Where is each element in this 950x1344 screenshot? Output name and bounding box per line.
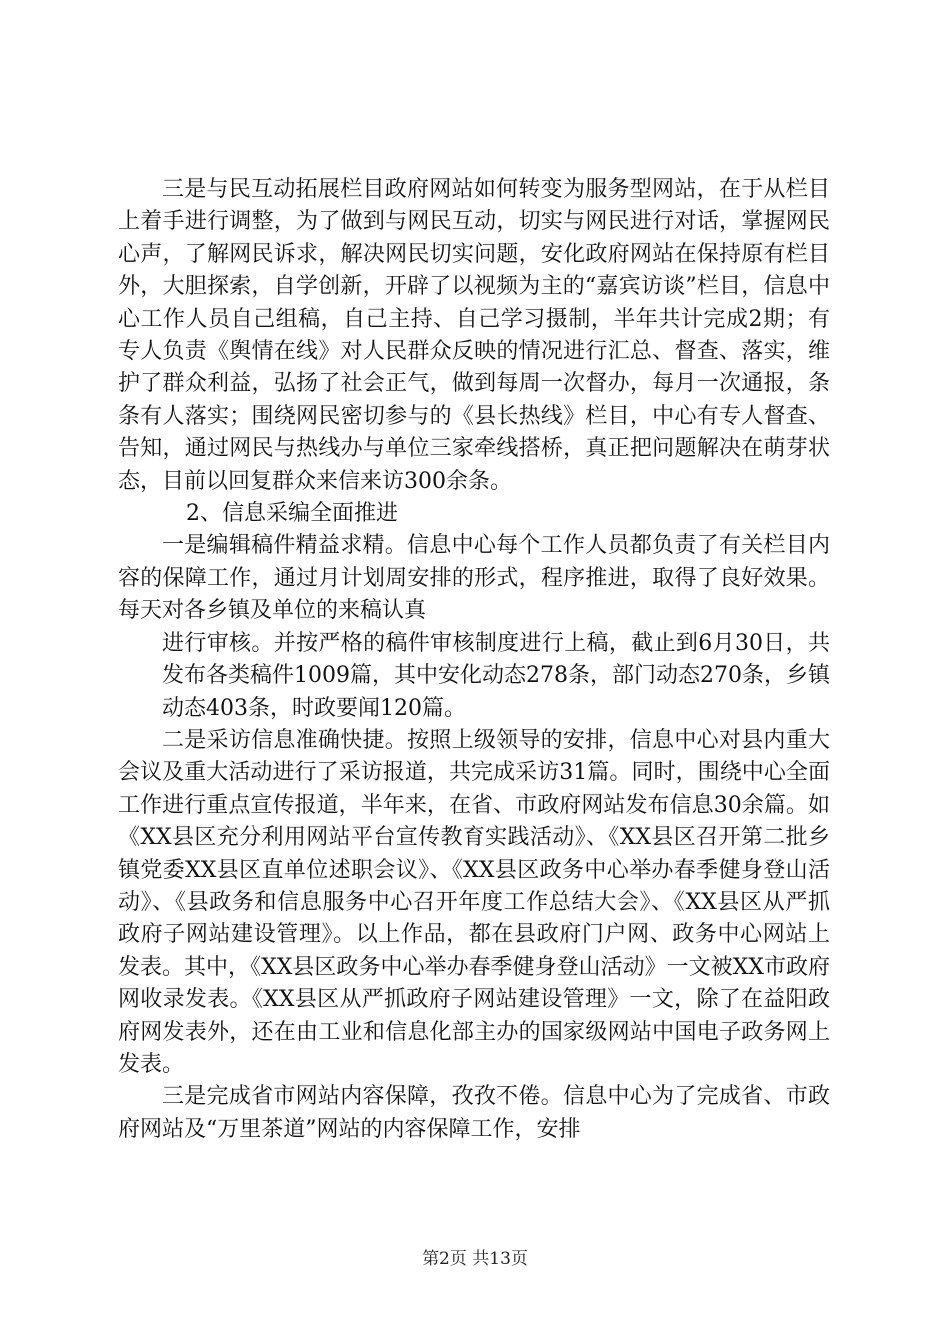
page-indicator: 第2页 共13页 bbox=[422, 1249, 528, 1269]
paragraph-editing-manuscripts-continued: 进行审核。并按严格的稿件审核制度进行上稿，截止到6月30日，共发布各类稿件1009篇，其中安化动态278条，部门动态270条，乡镇动态403条，时政要闻120篇。 bbox=[162, 630, 830, 721]
paragraph-interview-info: 二是采访信息准确快捷。按照上级领导的安排，信息中心对县内重大会议及重大活动进行了采访报道，共完成采访31篇。同时，围绕中心全面工作进行重点宣传报道，半年来，在省、市政府网站发布信息30余篇。如《XX县区充分利用网站平台宣传教育实践活动》、《XX县区召开第二批乡镇党委XX县区直单位述职会议》、《XX县区政务中心举办春季健身登山活动》、《县政务和信息服务中心召开年度工作总结大会》、《XX县区从严抓政府子网站建设管理》。以上作品，都在县政府门户网、政务中心网站上发表。其中，《XX县区政务中心举办春季健身登山活动》一文被XX市政府网收录发表。《XX县区从严抓政府子网站建设管理》一文，除了在益阳政府网发表外，还在由工业和信息化部主办的国家级网站中国电子政务网上发表。 bbox=[118, 727, 830, 1077]
page-footer bbox=[0, 1244, 950, 1269]
paragraph-interaction-columns: 三是与民互动拓展栏目政府网站如何转变为服务型网站，在于从栏目上着手进行调整，为了做到与网民互动，切实与网民进行对话，掌握网民心声，了解网民诉求，解决网民切实问题，安化政府网站在保持原有栏目外，大胆探索，自学创新，开辟了以视频为主的“嘉宾访谈”栏目，信息中心工作人员自己组稿，自己主持、自己学习摄制，半年共计完成2期；有专人负责《舆情在线》对人民群众反映的情况进行汇总、督查、落实，维护了群众利益，弘扬了社会正气，做到每周一次督办，每月一次通报，条条有人落实；围绕网民密切参与的《县长热线》栏目，中心有专人督查、告知，通过网民与热线办与单位三家牵线搭桥，真正把问题解决在萌芽状态，目前以回复群众来信来访300余条。 bbox=[118, 177, 830, 494]
document-body bbox=[118, 174, 830, 1146]
paragraph-editing-manuscripts: 一是编辑稿件精益求精。信息中心每个工作人员都负责了有关栏目内容的保障工作，通过月计划周安排的形式，程序推进，取得了良好效果。每天对各乡镇及单位的来稿认真 bbox=[118, 533, 830, 624]
section-heading-info-editing: 2、信息采编全面推进 bbox=[186, 501, 398, 527]
paragraph-content-guarantee: 三是完成省市网站内容保障，孜孜不倦。信息中心为了完成省、市政府网站及“万里茶道”网站的内容保障工作，安排 bbox=[118, 1084, 830, 1142]
